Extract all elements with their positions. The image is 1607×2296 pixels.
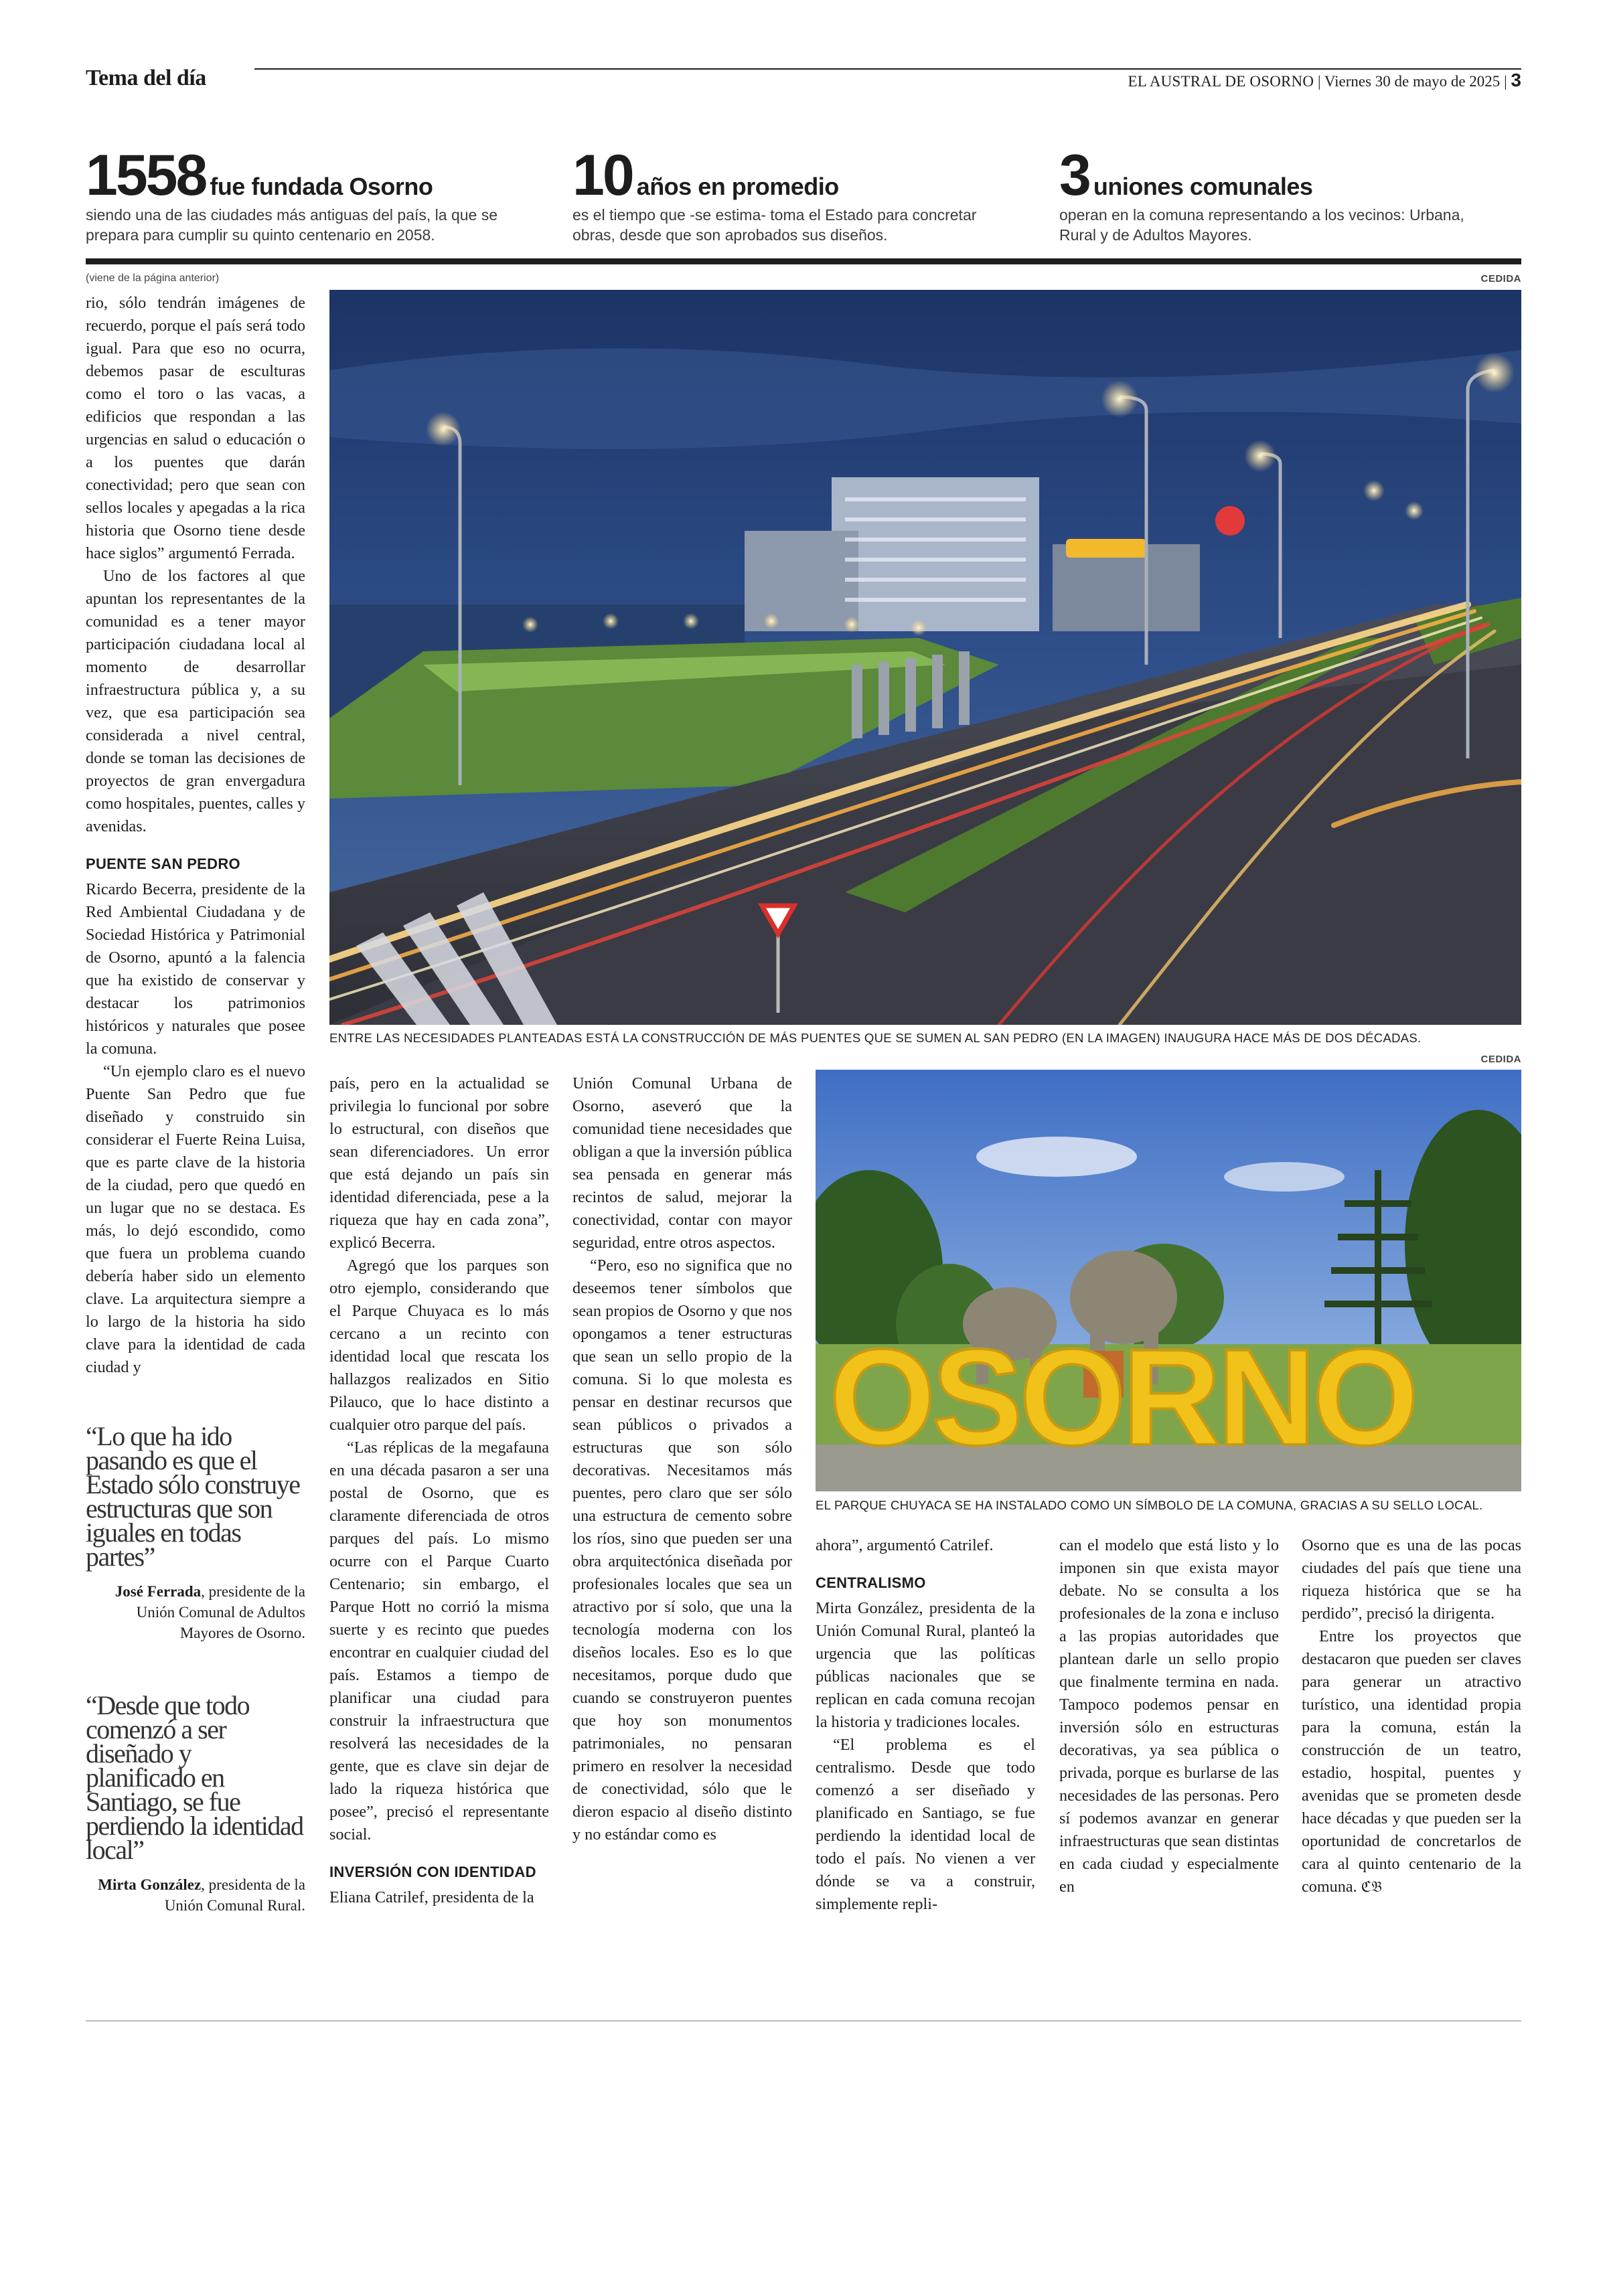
bottom-rule — [86, 2020, 1521, 2022]
paragraph: “Las réplicas de la megafauna en una década pasaron a ser una postal de Osorno, que es claramente diferenciada de otros parques del país. Lo mismo ocurre con el Parque Cuarto Centenario; sin embargo, el Parque Hott no corrió la misma suerte y es recinto que puedes encontrar en cualquier ciudad del país. Estamos a tiempo de planificar una ciudad para construir la infraestructura que resolverá las necesidades de la gente, que es clave sin dejar de lado la riqueza histórica que posee”, precisó el representante social. — [329, 1439, 549, 1843]
pull-quote-attribution — [86, 1581, 305, 1643]
paragraph: Uno de los factores al que apuntan los representantes de la comunidad es a tener mayor participación ciudadana local al momento de desarrollar infraestructura pública y, a su vez, que esa participación sea considerada a nivel central, donde se toman las decisiones de proyectos de gran envergadura como hospitales, puentes, calles y avenidas. — [86, 567, 305, 835]
cloud — [1224, 1162, 1345, 1192]
pull-quote-gonzalez — [86, 1690, 305, 1916]
paragraph: Agregó que los parques son otro ejemplo, considerando que el Parque Chuyaca es lo más cercano a un recinto con identidad local que rescata los hallazgos realizados en Sitio Pilauco, que lo hace distinto a cualquier otro parque del país. — [329, 1256, 549, 1434]
park-osorno-sign-photo — [816, 1070, 1521, 1491]
sign-logo — [1215, 506, 1245, 536]
stat-description: es el tiempo que -se estima- toma el Estado para concretar obras, desde que son aprobados sus diseños. — [572, 206, 977, 244]
paragraph — [1302, 1625, 1521, 1898]
article-column-2 — [329, 1072, 549, 1909]
subhead-centralismo: CENTRALISMO — [816, 1574, 926, 1591]
publication-name: EL AUSTRAL DE OSORNO — [1128, 73, 1314, 90]
paragraph: can el modelo que está listo y lo imponen sin que exista mayor debate. No se consulta a los profesionales de la zona e incluso a las propias autoridades que plantean darle un sello propio que finalmente termina en nada. Tampoco podemos pensar en inversión sólo en estructuras decorativas, ya sea pública o privada, porque es burlarse de las necesidades de las personas. Pero sí podemos avanzar en generar infraestructuras que sean distintas en cada ciudad y especialmente en — [1059, 1536, 1279, 1896]
stat-description: siendo una de las ciudades más antiguas del país, la que se prepara para cumplir su quinto centenario en 2058. — [86, 206, 498, 244]
paragraph: Osorno que es una de las pocas ciudades del país que tiene una riqueza histórica que se ha perdido”, precisó la dirigenta. — [1302, 1536, 1521, 1623]
subhead-inversion-con-identidad: INVERSIÓN CON IDENTIDAD — [329, 1864, 536, 1880]
photo-credit-bridge: CEDIDA — [1480, 273, 1521, 284]
article-column-3 — [572, 1072, 792, 1846]
quote-role: , presidenta de la Unión Comunal Rural. — [164, 1876, 305, 1914]
quote-author: Mirta González — [98, 1876, 202, 1893]
paragraph: “Pero, eso no significa que no deseemos tener símbolos que sean propios de Osorno y que nos opongamos a tener estructuras que sean un sello propio de la comuna. Si lo que molesta es pensar en destinar recursos que sean públicos o privados a estructuras que son sólo decorativas. Necesitamos más puentes, pero claro que ser sólo una estructura de cemento sobre los ríos, sino que pueden ser una obra arquitectónica diseñada por profesionales locales que sea un atractivo por sí solo, que una la tecnología moderna con los diseños locales. Eso es lo que necesitamos, porque dudo que cuando se construyeron puentes que hoy son monumentos patrimoniales, no pensaran primero en resolver la necesidad de conectividad, sólo que le dieron espacio al diseño distinto y no estándar como es — [572, 1256, 792, 1843]
shop-sign — [1066, 539, 1146, 558]
stat-description: operan en la comuna representando a los vecinos: Urbana, Rural y de Adultos Mayores. — [1059, 206, 1464, 244]
article-column-6 — [1302, 1534, 1521, 1898]
article-column-4 — [816, 1534, 1035, 1916]
quote-role: , presidente de la Unión Comunal de Adultos Mayores de Osorno. — [136, 1583, 305, 1641]
stat-label: años en promedio — [636, 173, 839, 200]
page-number: 3 — [1511, 70, 1521, 90]
masthead-separator: | — [1504, 73, 1511, 90]
paragraph: “Un ejemplo claro es el nuevo Puente San Pedro que fue diseñado y construido sin considerar el Fuerte Reina Luisa, que es parte clave de la historia de la ciudad, pero que quedó en un lugar que no se destaca. Es más, lo dejó escondido, como que fuera un problema cuando debería haber sido un elemento clave. La arquitectura siempre a lo largo de la historia ha sido clave para la identidad de cada ciudad y — [86, 1062, 305, 1376]
stat-number: 10 — [572, 143, 633, 208]
stats-rule — [86, 258, 1521, 264]
article-column-1 — [86, 292, 305, 1379]
issue-date: Viernes 30 de mayo de 2025 — [1324, 73, 1501, 90]
photo-credit-park: CEDIDA — [1480, 1054, 1521, 1065]
osorno-sign-letters: OSORNO — [829, 1321, 1415, 1474]
pull-quote-attribution — [86, 1874, 305, 1916]
cloud — [976, 1137, 1137, 1177]
pull-quote-text: “Lo que ha ido pasando es que el Estado sólo construye estructuras que son iguales en todas partes” — [86, 1421, 300, 1572]
stat-founding — [86, 143, 501, 245]
pull-quote-text: “Desde que todo comenzó a ser diseñado y planificado en Santiago, se fue perdiendo la identidad local” — [86, 1690, 303, 1865]
paragraph: Mirta González, presidenta de la Unión Comunal Rural, planteó la urgencia que las políticas públicas nacionales que se replican en cada comuna recojan la historia y tradiciones locales. — [816, 1599, 1035, 1731]
paragraph: Eliana Catrilef, presidenta de la — [329, 1888, 534, 1906]
paragraph: Ricardo Becerra, presidente de la Red Ambiental Ciudadana y de Sociedad Histórica y Patrimonial de Osorno, apuntó a la falencia que ha existido de conservar y destacar los patrimonios históricos y naturales que posee la comuna. — [86, 880, 305, 1058]
building-low — [745, 531, 858, 631]
pull-quote-ferrada — [86, 1421, 305, 1643]
stat-label: uniones comunales — [1093, 173, 1313, 200]
stat-communal-unions — [1059, 143, 1474, 245]
masthead-separator: | — [1317, 73, 1324, 90]
photo-caption-bridge: ENTRE LAS NECESIDADES PLANTEADAS ESTÁ LA CONSTRUCCIÓN DE MÁS PUENTES QUE SE SUMEN AL SAN PEDRO (EN LA IMAGEN) INAUGURA HACE MÁS DE DOS DÉCADAS. — [329, 1031, 1422, 1045]
subhead-puente-san-pedro: PUENTE SAN PEDRO — [86, 855, 240, 872]
stat-years-average — [572, 143, 988, 245]
paragraph: país, pero en la actualidad se privilegia lo funcional por sobre lo estructural, con diseños que sean diferenciadores. Un error que está dejando un país sin identidad diferenciada, pese a la riqueza que hay en cada zona”, explicó Becerra. — [329, 1074, 549, 1252]
section-title: Tema del día — [86, 66, 206, 90]
quote-author: José Ferrada — [114, 1583, 202, 1600]
article-column-5 — [1059, 1534, 1279, 1898]
end-of-article-mark: ℭ𝔅 — [1361, 1878, 1383, 1895]
paragraph: Unión Comunal Urbana de Osorno, aseveró que la comunidad tiene necesidades que obligan a que la inversión pública sea pensada en generar más recintos de salud, mejorar la conectividad, contar con mayor seguridad, entre otros aspectos. — [572, 1074, 792, 1252]
stat-number: 3 — [1059, 143, 1089, 208]
masthead — [1128, 70, 1521, 91]
bridge-night-photo — [329, 290, 1521, 1025]
stat-label: fue fundada Osorno — [210, 173, 433, 200]
paragraph-text: Entre los proyectos que destacaron que pueden ser claves para generar un atractivo turístico, una identidad propia para la comuna, están la construcción de un teatro, estadio, hospital, puentes y avenidas que se prometen desde hace décadas y que pueden ser la oportunidad de concretarlos de cara al quinto centenario de la comuna. — [1302, 1627, 1521, 1896]
continued-note: (viene de la página anterior) — [86, 272, 220, 284]
stat-number: 1558 — [86, 143, 206, 208]
paragraph: ahora”, argumentó Catrilef. — [816, 1536, 994, 1554]
paragraph: rio, sólo tendrán imágenes de recuerdo, porque el país será todo igual. Para que eso no ocurra, debemos pasar de esculturas como el toro o las vacas, a edificios que respondan a las urgencias en salud o educación o a los puentes que darán conectividad; pero que sean con sellos locales y apegadas a la rica historia que Osorno tiene desde hace siglos” argumentó Ferrada. — [86, 294, 305, 562]
paragraph: “El problema es el centralismo. Desde que todo comenzó a ser diseñado y planificado en Santiago, se fue perdiendo la identidad local de todo el país. No vienen a ver dónde se va a construir, simplemente repli- — [816, 1736, 1035, 1913]
photo-caption-park: EL PARQUE CHUYACA SE HA INSTALADO COMO UN SÍMBOLO DE LA COMUNA, GRACIAS A SU SELLO LOCAL. — [816, 1498, 1483, 1512]
